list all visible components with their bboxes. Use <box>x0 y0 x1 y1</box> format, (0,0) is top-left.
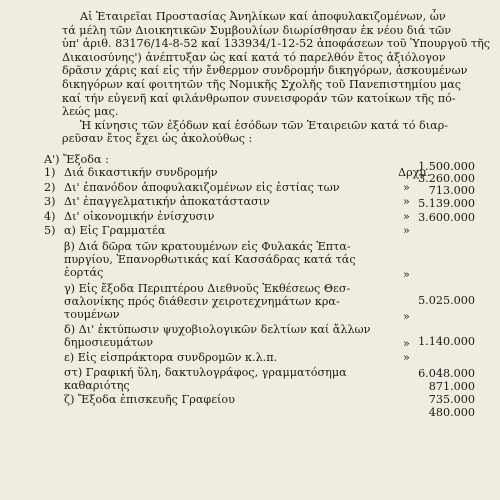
item-amount: 6.048.000 <box>418 367 475 380</box>
item-text: β) Διά δῶρα τῶν κρατουμένων εἰς Φυλακάς Ἑπτα-πυργίου, Ἐπανορθωτικάς καί Κασσάδρας κατά τάς ἑορτάς <box>64 240 356 279</box>
item-text: Δι' ἐπαγγελματικήν ἀποκατάστασιν <box>64 195 270 208</box>
item-amount: 1.500.000 <box>418 160 475 173</box>
item-text: Δι' οἰκονομικήν ἐνίσχυσιν <box>64 210 215 223</box>
intro-line: δρᾶσιν χάρις καί εἰς τήν ἔνθερμον συνδρομήν δικηγόρων, ἀσκουμένων <box>62 64 468 78</box>
intro-line: Ἡ κίνησις τῶν ἐξόδων καί ἐσόδων τῶν Ἑταιρειῶν κατά τό διαρ- <box>80 118 449 132</box>
item-label: 2) <box>44 181 56 194</box>
item-label: 3) <box>44 195 56 208</box>
item-text: ζ) Ἔξοδα ἐπισκευῆς Γραφείου <box>64 393 235 406</box>
section-title: Α') Ἔξοδα : <box>44 153 109 166</box>
intro-paragraph <box>62 10 491 146</box>
item-amount: 3.600.000 <box>418 211 475 224</box>
item-text: γ) Εἰς ἔξοδα Περιπτέρου Διεθνοῦς Ἐκθέσεως Θεσ-σαλονίκης πρός διάθεσιν χειροτεχνημάτων κρα-τουμένων <box>64 282 351 321</box>
ditto-mark: » <box>403 210 410 223</box>
item-label: 1) <box>44 166 56 179</box>
item-text: ε) Εἰς εἰσπράκτορα συνδρομῶν κ.λ.π. <box>64 351 278 364</box>
intro-line: τά μέλη τῶν Διοικητικῶν Συμβουλίων διωρίσθησαν ἐκ νέου διά τῶν <box>62 23 452 37</box>
item-text: α) Εἰς Γραμματέα <box>64 224 166 237</box>
item-text: Διά δικαστικήν συνδρομήν <box>64 166 218 179</box>
item-text: δ) Δι' ἐκτύπωσιν ψυχοβιολογικῶν δελτίων καί ἄλλων δημοσιευμάτων <box>64 323 371 349</box>
intro-line: καί τήν εὐγενῆ καί φιλάνθρωπον συνεισφοράν τῶν κατοίκων τῆς πό- <box>62 91 456 105</box>
item-label: 5) <box>44 224 56 237</box>
intro-line: δικηγόρων καί φοιτητῶν τῆς Νομικῆς Σχολῆς τοῦ Πανεπιστημίου μας <box>62 77 462 91</box>
item-text: Δι' ἐπανόδον ἀποφυλακιζομένων εἰς ἑστίας των <box>64 181 340 194</box>
ditto-mark: » <box>403 268 410 281</box>
intro-line: Δικαιοσύνης') ἀνέπτυξαν ὡς καί κατά τό παρελθόν ἔτος ἀξιόλογον <box>62 50 446 64</box>
intro-line: ρεῦσαν ἔτος ἔχει ὡς ἀκολούθως : <box>62 132 253 146</box>
item-amount: 5.025.000 <box>418 294 475 307</box>
intro-line: λεώς μας. <box>62 105 119 119</box>
ditto-mark: » <box>403 310 410 323</box>
item-amount: 871.000 <box>428 380 475 393</box>
item-amount: 5.139.000 <box>418 197 475 210</box>
intro-line: ὑπ' ἀριθ. 83176/14-8-52 καί 133934/1-12-52 ἀποφάσεων τοῦ Ὑπουργοῦ τῆς <box>62 37 491 51</box>
ditto-mark: » <box>403 195 410 208</box>
intro-line: Αἱ Ἑταιρεῖαι Προστασίας Ἀνηλίκων καί ἀποφυλακιζομένων, ὧν <box>80 10 446 23</box>
ditto-mark: » <box>403 224 410 237</box>
item-text: στ) Γραφική ὕλη, δακτυλογράφος, γραμματόσημα καθαριότης <box>64 366 347 392</box>
item-amount: 1.140.000 <box>418 335 475 348</box>
currency-label: Δρχμ. <box>398 166 431 179</box>
ditto-mark: » <box>403 337 410 350</box>
item-amount: 3.260.000 <box>418 172 475 185</box>
item-amount: 713.000 <box>428 184 475 197</box>
item-amount: 480.000 <box>428 406 475 419</box>
ditto-mark: » <box>403 181 410 194</box>
item-label: 4) <box>44 210 56 223</box>
ditto-mark: » <box>403 351 410 364</box>
item-amount: 735.000 <box>428 393 475 406</box>
